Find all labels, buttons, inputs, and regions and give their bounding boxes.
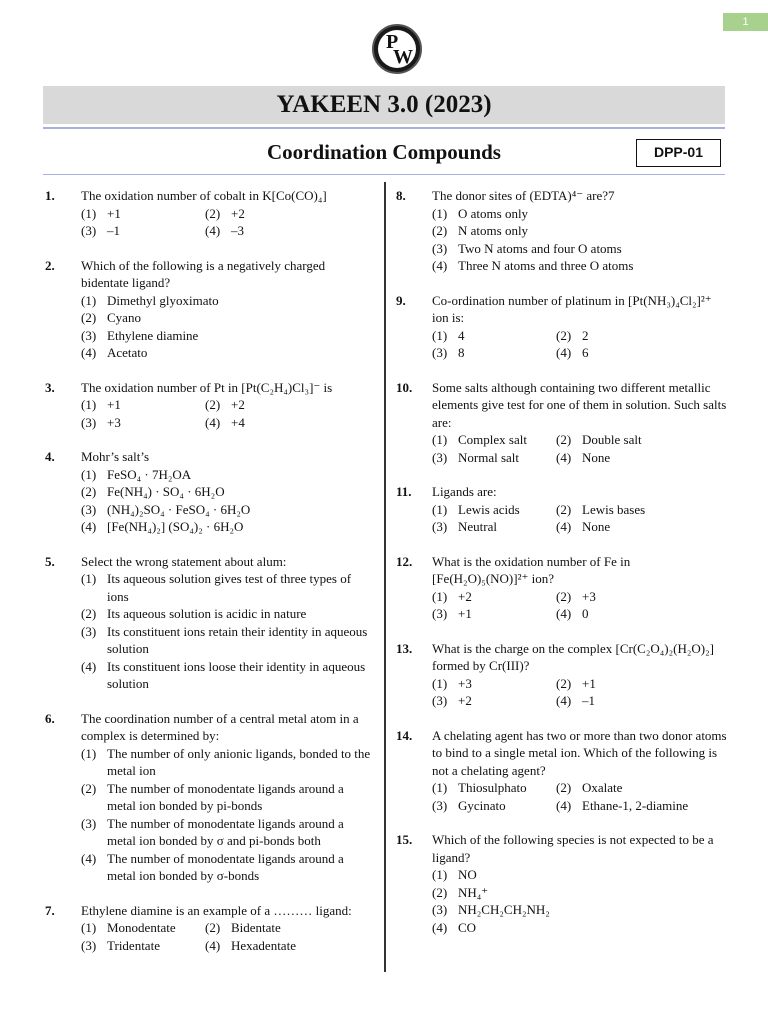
question-option <box>81 518 373 536</box>
option-text: +2 <box>458 693 472 708</box>
option-label: (2) <box>556 675 572 691</box>
question-option <box>432 240 729 258</box>
option-label: (2) <box>556 780 572 795</box>
question-item <box>394 379 729 467</box>
option-text: None <box>582 449 611 465</box>
chapter-title: Coordination Compounds <box>267 140 501 164</box>
question-option <box>432 901 729 919</box>
question-option <box>556 675 729 693</box>
question-option <box>432 675 556 693</box>
option-label: (2) <box>205 920 221 935</box>
option-text: Lewis acids <box>458 501 520 517</box>
page-number-badge: 1 <box>723 13 768 31</box>
option-label: (4) <box>432 258 448 273</box>
option-label: (3) <box>432 606 448 621</box>
question-option <box>81 850 373 885</box>
option-label: (4) <box>205 937 221 953</box>
question-option <box>81 501 373 519</box>
question-option <box>81 222 205 240</box>
option-text: Gycinato <box>458 797 506 813</box>
option-text: +3 <box>107 414 121 430</box>
question-option <box>556 431 729 449</box>
question-item <box>394 553 729 623</box>
question-option <box>556 449 729 467</box>
header-rule <box>43 174 725 175</box>
option-label: (1) <box>432 432 448 447</box>
question-text: Select the wrong statement about alum: <box>81 553 287 569</box>
option-text: –3 <box>231 223 244 238</box>
question-option <box>432 327 556 345</box>
option-label: (3) <box>432 240 448 256</box>
question-option <box>432 449 556 467</box>
question-text: Ethylene diamine is an example of a ……… ligand: <box>81 902 352 918</box>
question-option <box>81 344 373 362</box>
question-option <box>556 605 729 623</box>
question-option <box>81 937 205 955</box>
option-text: Fe(NH₄) · SO₄ · 6H₂O <box>107 484 225 499</box>
option-text: Three N atoms and three O atoms <box>458 258 634 273</box>
question-item <box>43 187 373 240</box>
option-text: +2 <box>231 205 245 221</box>
option-label: (2) <box>556 588 572 604</box>
option-text: 0 <box>582 606 589 621</box>
option-label: (4) <box>81 345 97 360</box>
option-label: (2) <box>81 484 97 499</box>
option-label: (3) <box>81 414 97 430</box>
option-label: (1) <box>81 920 97 935</box>
option-label: (1) <box>432 588 448 604</box>
question-option <box>556 692 729 710</box>
question-option <box>205 937 373 955</box>
question-item <box>394 831 729 936</box>
option-text: Two N atoms and four O atoms <box>458 240 622 256</box>
option-label: (4) <box>556 693 572 708</box>
option-label: (2) <box>81 310 97 325</box>
option-text: FeSO₄ · 7H₂OA <box>107 466 192 482</box>
option-label: (4) <box>81 519 97 534</box>
question-option <box>432 866 729 884</box>
question-number: 13. <box>396 640 413 656</box>
question-text: The donor sites of (EDTA)⁴⁻ are?7 <box>432 188 615 203</box>
question-option <box>432 518 556 536</box>
logo-letter-w: W <box>393 46 413 68</box>
option-text: Thiosulphato <box>458 780 527 795</box>
question-text: Which of the following species is not expected to be a ligand? <box>432 832 714 865</box>
question-number: 9. <box>396 292 406 308</box>
option-text: Double salt <box>582 432 642 447</box>
option-label: (3) <box>81 223 97 238</box>
option-label: (3) <box>432 693 448 708</box>
question-option <box>205 919 373 937</box>
option-label: (3) <box>81 937 97 953</box>
option-text: Oxalate <box>582 780 623 795</box>
option-text: Tridentate <box>107 937 160 953</box>
options-grid <box>81 919 373 954</box>
question-text: The oxidation number of Pt in [Pt(C₂H₄)Cl₃]⁻ is <box>81 379 333 395</box>
question-option <box>432 884 729 902</box>
question-option <box>205 222 373 240</box>
option-text: N atoms only <box>458 223 529 238</box>
question-text: What is the charge on the complex [Cr(C₂O₄)₂(H₂O)₂] formed by Cr(III)? <box>432 640 714 673</box>
question-item <box>43 902 373 955</box>
question-option <box>432 431 556 449</box>
option-label: (1) <box>81 292 97 308</box>
option-label: (3) <box>432 519 448 534</box>
question-option <box>81 919 205 937</box>
pw-logo-inner <box>378 30 416 68</box>
option-text: –1 <box>107 223 120 238</box>
option-label: (4) <box>556 797 572 813</box>
option-text: 6 <box>582 345 589 360</box>
question-text: Which of the following is a negatively charged bidentate ligand? <box>81 257 326 290</box>
option-text: Lewis bases <box>582 501 646 517</box>
option-label: (1) <box>81 466 97 482</box>
option-text: +1 <box>107 205 121 221</box>
question-option <box>81 605 373 623</box>
option-label: (4) <box>556 345 572 360</box>
question-option <box>556 797 729 815</box>
question-number: 5. <box>45 553 55 569</box>
option-label: (3) <box>432 902 448 917</box>
question-option <box>205 205 373 223</box>
option-label: (1) <box>81 571 97 586</box>
option-label: (3) <box>81 623 97 639</box>
option-label: (3) <box>81 327 97 343</box>
option-text: The number of monodentate ligands around a metal ion bonded by σ-bonds <box>107 850 344 883</box>
option-label: (2) <box>556 432 572 447</box>
option-text: 4 <box>458 327 465 343</box>
column-divider <box>384 182 386 972</box>
question-option <box>432 257 729 275</box>
option-text: [Fe(NH₄)₂] (SO₄)₂ · 6H₂O <box>107 519 244 534</box>
option-text: Dimethyl glyoximato <box>107 292 219 308</box>
title-rule <box>43 127 725 129</box>
question-option <box>81 466 373 484</box>
question-text: A chelating agent has two or more than two donor atoms to bind to a single metal ion. Which of the following is not a chelating agent? <box>432 727 727 778</box>
option-text: Ethane-1, 2-diamine <box>582 797 689 813</box>
option-text: Neutral <box>458 519 497 534</box>
options-grid <box>432 431 729 466</box>
option-text: Its aqueous solution is acidic in nature <box>107 606 307 621</box>
option-text: 2 <box>582 327 589 343</box>
option-text: (NH₄)₂SO₄ · FeSO₄ · 6H₂O <box>107 501 251 517</box>
option-label: (1) <box>432 867 448 882</box>
option-label: (2) <box>81 780 97 796</box>
question-item <box>43 710 373 885</box>
question-option <box>432 501 556 519</box>
question-option <box>432 919 729 937</box>
question-option <box>432 205 729 223</box>
option-text: Acetato <box>107 345 148 360</box>
pw-logo <box>372 24 422 74</box>
question-text: Some salts although containing two different metallic elements give test for one of them in solution. Such salts are: <box>432 379 727 430</box>
option-text: The number of monodentate ligands around a metal ion bonded by pi-bonds <box>107 780 344 813</box>
question-number: 14. <box>396 727 413 743</box>
option-label: (2) <box>556 501 572 517</box>
option-text: CO <box>458 919 477 935</box>
question-option <box>81 815 373 850</box>
question-number: 3. <box>45 379 55 395</box>
option-label: (3) <box>432 797 448 813</box>
question-number: 10. <box>396 379 413 395</box>
logo-letter-p: P <box>386 31 399 53</box>
question-item <box>43 257 373 362</box>
question-item <box>43 448 373 536</box>
option-label: (3) <box>432 449 448 465</box>
question-number: 15. <box>396 832 413 847</box>
options-grid <box>81 205 373 240</box>
question-option <box>81 327 373 345</box>
question-number: 12. <box>396 553 413 569</box>
option-label: (1) <box>81 205 97 221</box>
option-text: NH₂CH₂CH₂NH₂ <box>458 902 550 917</box>
option-text: +2 <box>458 588 472 604</box>
question-option <box>81 745 373 780</box>
question-option <box>432 588 556 606</box>
question-option <box>81 570 373 605</box>
question-option <box>556 588 729 606</box>
options-grid <box>432 675 729 710</box>
option-label: (3) <box>81 815 97 831</box>
question-text: The coordination number of a central metal atom in a complex is determined by: <box>81 710 359 743</box>
option-text: +1 <box>458 606 472 621</box>
question-option <box>205 414 373 432</box>
option-label: (3) <box>432 345 448 360</box>
option-label: (4) <box>205 414 221 430</box>
option-text: Its aqueous solution gives test of three types of ions <box>107 571 352 604</box>
option-label: (1) <box>432 780 448 795</box>
question-option <box>81 205 205 223</box>
option-text: Ethylene diamine <box>107 327 199 343</box>
option-label: (1) <box>432 327 448 343</box>
question-text: What is the oxidation number of Fe in [Fe(H₂O)₅(NO)]²⁺ ion? <box>432 553 631 586</box>
question-option <box>81 309 373 327</box>
option-label: (2) <box>205 205 221 221</box>
option-text: Bidentate <box>231 920 281 935</box>
question-number: 11. <box>396 484 412 499</box>
option-text: 8 <box>458 345 465 360</box>
option-text: +4 <box>231 414 245 430</box>
question-option <box>81 292 373 310</box>
question-number: 7. <box>45 902 55 918</box>
option-label: (2) <box>432 884 448 900</box>
option-text: NO <box>458 867 477 882</box>
document-title: YAKEEN 3.0 (2023) <box>43 86 725 124</box>
option-text: NH₄⁺ <box>458 884 489 900</box>
option-label: (1) <box>432 501 448 517</box>
option-label: (3) <box>81 501 97 517</box>
question-option <box>81 483 373 501</box>
option-text: O atoms only <box>458 205 529 221</box>
option-label: (1) <box>81 397 97 412</box>
option-text: Normal salt <box>458 449 520 465</box>
question-text: Mohr’s salt’s <box>81 449 150 464</box>
option-label: (4) <box>556 519 572 534</box>
question-option <box>81 623 373 658</box>
question-text: Ligands are: <box>432 484 497 499</box>
option-text: +3 <box>458 675 472 691</box>
option-text: Monodentate <box>107 920 176 935</box>
option-label: (1) <box>432 675 448 691</box>
question-number: 6. <box>45 710 55 726</box>
option-label: (2) <box>432 223 448 238</box>
question-option <box>81 396 205 414</box>
question-number: 1. <box>45 188 55 203</box>
option-label: (2) <box>205 397 221 412</box>
option-text: Hexadentate <box>231 937 296 953</box>
dpp-badge: DPP-01 <box>636 139 721 167</box>
question-item <box>394 727 729 815</box>
options-grid <box>432 779 729 814</box>
question-number: 8. <box>396 188 406 203</box>
question-item <box>394 640 729 710</box>
options-grid <box>81 396 373 431</box>
option-text: The number of monodentate ligands around a metal ion bonded by σ and pi-bonds both <box>107 815 344 848</box>
question-option <box>205 396 373 414</box>
question-number: 2. <box>45 257 55 273</box>
options-grid <box>432 501 729 536</box>
option-text: The number of only anionic ligands, bonded to the metal ion <box>107 745 371 778</box>
option-label: (4) <box>432 919 448 935</box>
question-item <box>394 483 729 536</box>
question-option <box>556 518 729 536</box>
question-number: 4. <box>45 449 55 464</box>
option-label: (4) <box>556 606 572 621</box>
question-option <box>556 327 729 345</box>
question-option <box>432 222 729 240</box>
question-text: Co-ordination number of platinum in [Pt(NH₃)₄Cl₂]²⁺ ion is: <box>432 292 712 325</box>
option-label: (2) <box>81 606 97 621</box>
option-text: Its constituent ions loose their identity in aqueous solution <box>107 658 366 691</box>
option-text: –1 <box>582 693 595 708</box>
question-option <box>432 692 556 710</box>
option-text: +1 <box>582 675 596 691</box>
options-grid <box>432 588 729 623</box>
question-text: The oxidation number of cobalt in K[Co(CO)₄] <box>81 188 327 203</box>
question-item <box>394 187 729 275</box>
option-label: (2) <box>556 327 572 343</box>
question-option <box>81 658 373 693</box>
question-option <box>556 779 729 797</box>
question-item <box>43 553 373 693</box>
option-text: +2 <box>231 397 245 412</box>
option-label: (4) <box>205 223 221 238</box>
option-text: +3 <box>582 588 596 604</box>
left-column <box>43 187 373 971</box>
options-grid <box>432 327 729 362</box>
option-text: Its constituent ions retain their identity in aqueous solution <box>107 623 368 656</box>
option-text: Cyano <box>107 310 141 325</box>
option-label: (1) <box>81 745 97 761</box>
option-text: Complex salt <box>458 432 527 447</box>
question-option <box>556 344 729 362</box>
question-option <box>432 779 556 797</box>
option-label: (1) <box>432 205 448 221</box>
question-option <box>81 780 373 815</box>
option-text: +1 <box>107 397 121 412</box>
question-option <box>432 605 556 623</box>
option-label: (4) <box>81 658 97 674</box>
option-label: (4) <box>556 449 572 465</box>
right-column <box>394 187 729 953</box>
question-item <box>43 379 373 432</box>
question-option <box>432 344 556 362</box>
question-option <box>81 414 205 432</box>
question-option <box>556 501 729 519</box>
question-item <box>394 292 729 362</box>
option-text: None <box>582 519 611 534</box>
option-label: (4) <box>81 850 97 866</box>
question-option <box>432 797 556 815</box>
